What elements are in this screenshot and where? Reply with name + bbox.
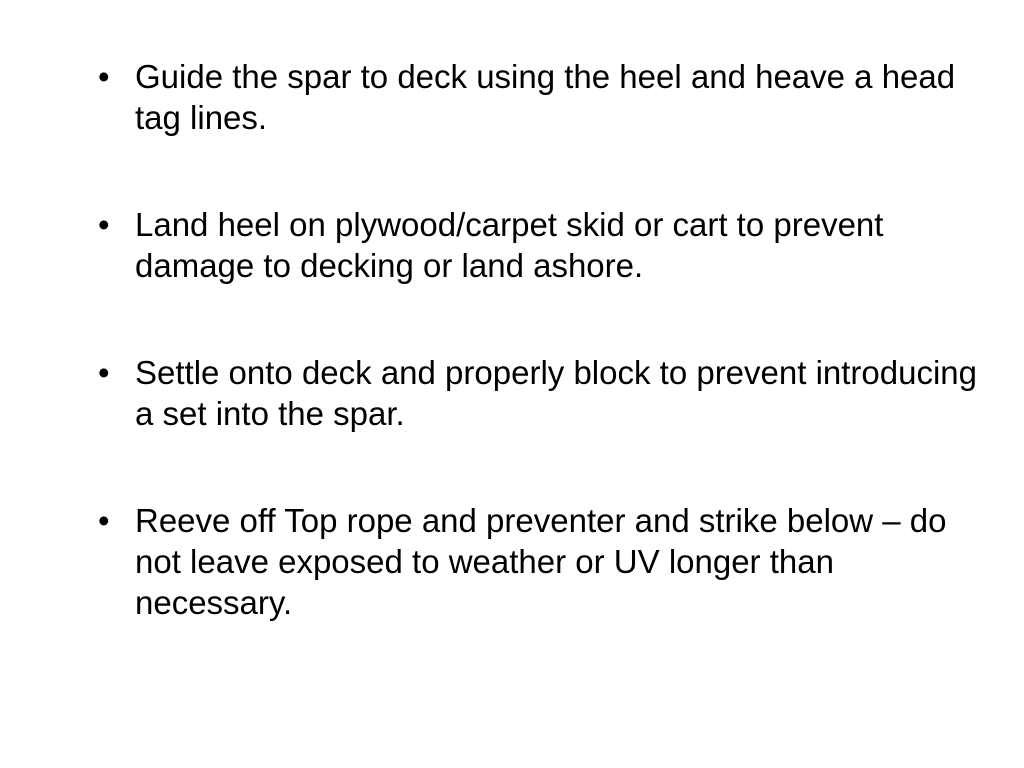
bullet-item [98,204,978,286]
bullet-text: Reeve off Top rope and preventer and strike below – do not leave exposed to weather or UV longer than necessary. [135,502,947,621]
bullet-text: Settle onto deck and properly block to prevent introducing a set into the spar. [135,354,978,432]
bullet-item [98,56,978,138]
bullet-text: Land heel on plywood/carpet skid or cart to prevent damage to decking or land ashore. [135,206,884,284]
bullet-item [98,352,978,434]
bullet-icon: • [98,502,110,539]
bullet-text: Guide the spar to deck using the heel and heave a head tag lines. [135,58,956,136]
bullet-list [98,56,978,623]
bullet-icon: • [98,58,110,95]
bullet-item [98,500,978,623]
bullet-icon: • [98,206,110,243]
bullet-icon: • [98,354,110,391]
